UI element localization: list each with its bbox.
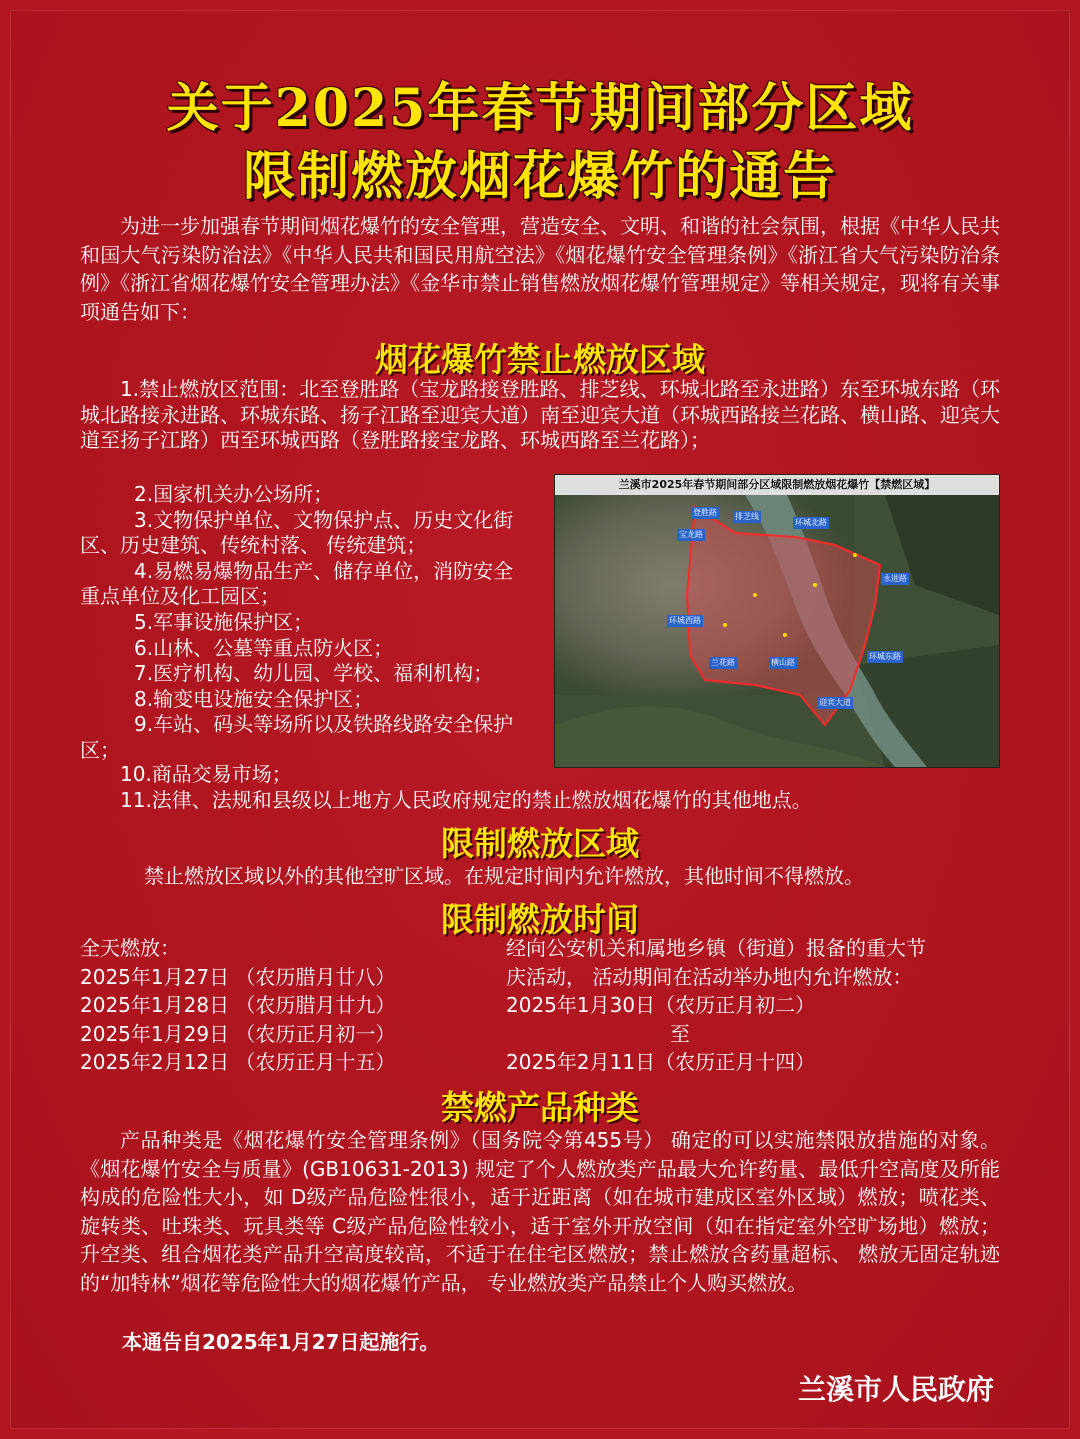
heading-restricted-time: 限制燃放时间 xyxy=(441,900,639,939)
event-to: 至 xyxy=(670,1021,690,1046)
all-day-date: 2025年1月28日 （农历腊月廿九） xyxy=(80,993,396,1017)
product-types-text: 产品种类是《烟花爆竹安全管理条例》（国务院令第455号） 确定的可以实施禁限放措施的对象。《烟花爆竹安全与质量》(GB10631-2013) 规定了个人燃放类产品最大允许药量、最低升空高度及所能构成的危险性大小，如 D级产品危险性很小，适于近距离（如在城市建成区室外区域）燃放；喷花类、旋转类、吐珠类、玩具类等 C级产品危险性较小，适于室外开放空间（如在指定室外空旷场地）燃放；升空类、组合烟花类产品升空高度较高，不适于在住宅区燃放；禁止燃放含药量超标、 燃放无固定轨迹的“加特林”烟花等危险性大的烟花爆竹产品， 专业燃放类产品禁止个人购买燃放。 xyxy=(80,1128,1000,1295)
map-label-paizhi: 排芝线 xyxy=(735,512,759,521)
restricted-zone-text: 禁止燃放区域以外的其他空旷区域。在规定时间内允许燃放，其他时间不得燃放。 xyxy=(144,864,864,888)
map-label-huanchengdong: 环城东路 xyxy=(869,652,901,661)
prohibited-item: 5.军事设施保护区； xyxy=(134,609,314,634)
all-day-date: 2025年1月29日 （农历正月初一） xyxy=(80,1021,396,1046)
map-label-huanchengxi: 环城西路 xyxy=(669,616,701,625)
prohibited-item: 8.输变电设施安全保护区； xyxy=(134,686,374,711)
all-day-date: 2025年2月12日 （农历正月十五） xyxy=(80,1050,396,1074)
map-label-hengshan: 横山路 xyxy=(771,658,795,667)
map-label-dengsheng: 登胜路 xyxy=(693,508,717,517)
map-caption: 兰溪市2025年春节期间部分区域限制燃放烟花爆竹【禁燃区域】 xyxy=(555,475,999,495)
prohibited-item: 11.法律、法规和县级以上地方人民政府规定的禁止燃放烟花爆竹的其他地点。 xyxy=(120,787,812,812)
heading-restricted-zone: 限制燃放区域 xyxy=(441,824,639,863)
prohibited-zone-map xyxy=(554,474,1000,768)
prohibited-item: 3.文物保护单位、文物保护点、历史文化街区、历史建筑、传统村落、 传统建筑； xyxy=(80,507,514,558)
prohibited-item-1: 1.禁止燃放区范围：北至登胜路（宝龙路接登胜路、排芝线、环城北路至永进路）东至环城东路（环城北路接永进路、环城东路、扬子江路至迎宾大道）南至迎宾大道（环城西路接兰花路、横山路、迎宾大道至扬子江路）西至环城西路（登胜路接宝龙路、环城西路至兰花路）； xyxy=(80,377,1000,453)
all-day-title: 全天燃放： xyxy=(80,936,180,960)
map-label-yongjin: 永进路 xyxy=(883,574,907,583)
all-day-dates xyxy=(80,934,395,1077)
map-label-huanchengbei: 环城北路 xyxy=(795,518,827,527)
intro-paragraph: 为进一步加强春节期间烟花爆竹的安全管理，营造安全、文明、和谐的社会氛围，根据《中华人民共和国大气污染防治法》《中华人民共和国民用航空法》《烟花爆竹安全管理条例》《浙江省大气污染防治条例》《浙江省烟花爆竹安全管理办法》《金华市禁止销售燃放烟花爆竹管理规定》等相关规定，现将有关事项通告如下： xyxy=(80,214,1000,324)
event-end-date: 2025年2月11日（农历正月十四） xyxy=(506,1050,816,1074)
prohibited-list-tail xyxy=(80,762,980,813)
event-start-date: 2025年1月30日（农历正月初二） xyxy=(506,993,816,1017)
map-label-yingbin: 迎宾大道 xyxy=(819,698,851,707)
event-condition-line2: 庆活动， 活动期间在活动举办地内允许燃放： xyxy=(506,964,913,989)
prohibited-item: 7.医疗机构、幼儿园、学校、福利机构； xyxy=(134,661,494,686)
prohibited-list xyxy=(80,482,532,764)
issuer-signature: 兰溪市人民政府 xyxy=(797,1373,994,1406)
map-label-lanhua: 兰花路 xyxy=(711,658,735,667)
heading-product-types: 禁燃产品种类 xyxy=(441,1088,639,1127)
prohibited-item: 2.国家机关办公场所； xyxy=(134,482,334,506)
prohibited-item: 6.山林、公墓等重点防火区； xyxy=(134,635,394,660)
effective-date: 本通告自2025年1月27日起施行。 xyxy=(122,1330,440,1354)
all-day-date: 2025年1月27日 （农历腊月廿八） xyxy=(80,964,396,989)
heading-prohibited-zone: 烟花爆竹禁止燃放区域 xyxy=(375,340,705,379)
notice-title-line1: 关于2025年春节期间部分区域 xyxy=(166,78,914,139)
event-condition-line1: 经向公安机关和属地乡镇（街道）报备的重大节 xyxy=(506,936,926,960)
prohibited-item: 10.商品交易市场； xyxy=(120,762,292,786)
map-label-baolong: 宝龙路 xyxy=(679,530,703,539)
event-period xyxy=(506,934,926,1077)
prohibited-item: 4.易燃易爆物品生产、储存单位，消防安全重点单位及化工园区； xyxy=(80,558,514,609)
notice-title-line2: 限制燃放烟花爆竹的通告 xyxy=(242,146,837,207)
satellite-map-image xyxy=(555,495,999,767)
prohibited-item: 9.车站、码头等场所以及铁路线路安全保护区； xyxy=(80,712,514,762)
